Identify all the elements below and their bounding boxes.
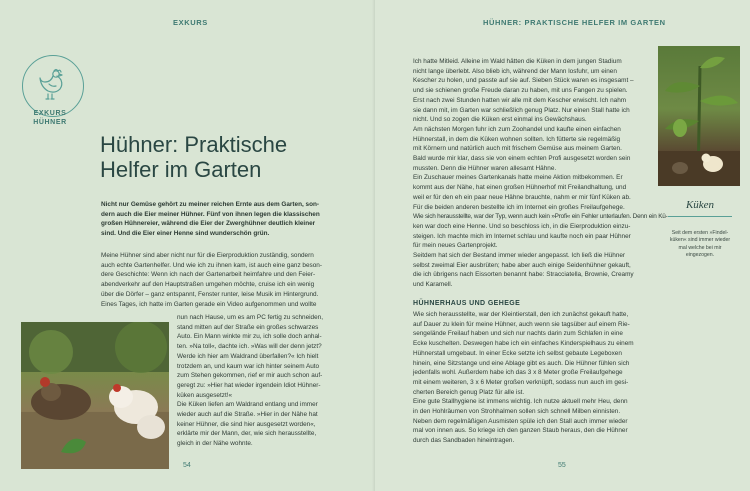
body-text-full: Meine Hühner sind aber nicht nur für die Eierproduktion zuständig, sondern auch echte Gartenhelfer. Und wie ich zu ihnen kam, ist auch eine ganz beson- dere Geschichte: Wenn ich nach der Gartenarbeit heimfahre und den Feier- abendverkehr auf den Hauptstraßen umgehen möchte, cruise ich ein wenig über die Dörfer – ganz entspannt, Fenster runter, leise Musik im Hintergrund. Eines Tages, ich hatte im Garten gerade ein Video aufgenommen und wollte [101,252,322,308]
section-subheading: HÜHNERHAUS UND GEHEGE [413,300,521,307]
chickens-photo [21,322,169,469]
running-header: HÜHNER: PRAKTISCHE HELFER IM GARTEN [483,18,666,27]
lead-paragraph: Nicht nur Gemüse gehört zu meiner reichen Ernte aus dem Garten, son- dern auch die Eier meiner Hühner. Fünf von ihnen legen die klassischen großen Hühnereier, während die Eier der Zwerghühner deutlich kleiner sind. Und die Eier einer Henne sind wunderschön grün. [101,201,320,238]
exkurs-badge [22,55,84,117]
page-title: Hühner: Praktische Helfer im Garten [100,132,288,182]
chick-photo [658,46,740,186]
section-tag: EXKURS [173,18,208,27]
body-text-column: nun nach Hause, um es am PC fertig zu schneiden, stand mitten auf der Straße ein großes schwarzes Auto. Ein Mann winkte mir zu, ich solle doch anhal- ten. »Na toll«, dachte ich. »Was will der denn jetzt? Werde ich hier am Waldrand überfallen?« Ich hielt trotzdem an, und kaum war ich hinter seinem Auto zum Stehen gekommen, rief er mir auch schon auf- geregt zu: »Hier hat wieder irgendein Idiot Hühner- küken ausgesetzt!« Die Küken liefen am Waldrand entlang und immer wieder auch auf die Straße. »Hier in der Nähe hat keiner Hühner, die sind hier ausgesetzt worden«, erklärte mir der Mann, der, wie sich herausstellte, gleich in der Nähe wohnte. [177,314,323,448]
chicken-icon [37,65,69,105]
page-number-right: 55 [558,462,566,469]
caption-text: Seit dem ersten »Findel- küken« sind immer wieder mal welche bei mir eingezogen. [669,230,731,259]
page-number-left: 54 [183,462,191,469]
badge-label: EXKURS HÜHNER [33,110,67,126]
right-body-text-2: Wie sich herausstellte, war der Kleintierstall, den ich zunächst gekauft hatte, auf Dauer zu klein für meine Hühner, auch wenn sie tagsüber auf einem Rie- sengelände Freilauf haben und sich nur nachts darin zum Schlafen in eine Ecke kuschelten. Deswegen habe ich ein einfaches Kinderspielhaus zu einem Hühnerstall umgebaut. In einer Ecke setzte ich selbst gebaute Legeboxen hinein, eine Sitzstange und eine Ablage gibt es auch. Die Hühner fühlen sich jedenfalls wohl. Außerdem habe ich das 3 x 8 Meter große Freilaufgehege mit einem weiteren, 3 x 6 Meter großen verknüpft, sodass nun auch im gesi- cherten Bereich genug Platz für alle ist. Eine gute Stallhygiene ist immens wichtig. Ich nutze aktuell mehr Heu, denn in den Hohlräumen von Strohhalmen sollen sich schnell Milben einnisten. Neben dem regelmäßigen Ausmisten spüle ich den Stall auch immer wieder mal von innen aus. So kriege ich den ganzen Staub heraus, den die Hühner durch das Sandbaden hineintragen. [413,311,634,445]
caption-divider [668,216,732,217]
right-body-text: Ich hatte Mitleid. Alleine im Wald hätten die Küken in dem jungen Stadium nicht lange überlebt. Also blieb ich, während der Mann losfuhr, um einen Kescher zu holen, und passte auf sie auf. Sieben Stück waren es insgesamt – und sie schienen große Freude daran zu haben, mit uns Fangen zu spielen. Erst nach zwei Stunden hatten wir alle mit dem Kescher erwischt. Ich nahm sie dann mit, im Garten war schließlich genug Platz. Nur einen Stall hatte ich nicht. Und so zogen die Küken erst einmal ins Gewächshaus. Am nächsten Morgen fuhr ich zum Zoohandel und kaufte einen einfachen Hühnerstall, in dem die Küken wohnen sollten. Ich fütterte sie regelmäßig mit Körnern und natürlich auch mit frischem Gemüse aus meinem Garten. Bald wurde mir klar, dass sie von einem echten Profi ausgesetzt worden sein mussten. Denn die Hühner waren allesamt Hähne. Ein Zuschauer meines Gartenkanals hatte meine Aktion mitbekommen. Er kommt aus der Nähe, hat einen großen Hühnerhof mit Freilandhaltung, und weil er für den eh ein paar neue Hähne brauchte, nahm er mir fünf Küken ab. Für die beiden anderen bestellte ich im Internet ein großes Freilaufgehege. Wie sich herausstellte, war der Typ, wenn auch kein »Profi« ein Fehler unterlaufen. Denn ein Kü- ken war doch eine Henne. Und so beschloss ich, in die Eierproduktion einzu- steigen. Ich machte mich im Internet schlau und kaufte noch ein paar Hühner für mein neues Gartenprojekt. Seitdem hat sich der Bestand immer wieder angepasst. Ich ließ die Hühner selbst zweimal Eier ausbrüten; habe aber auch einige Seidenhühner gekauft, die ich übrigens nach Eissorten benannt habe: Stracciatella, Brownie, Creamy und Karamell. [413,58,668,289]
caption-title: Küken [685,199,715,211]
